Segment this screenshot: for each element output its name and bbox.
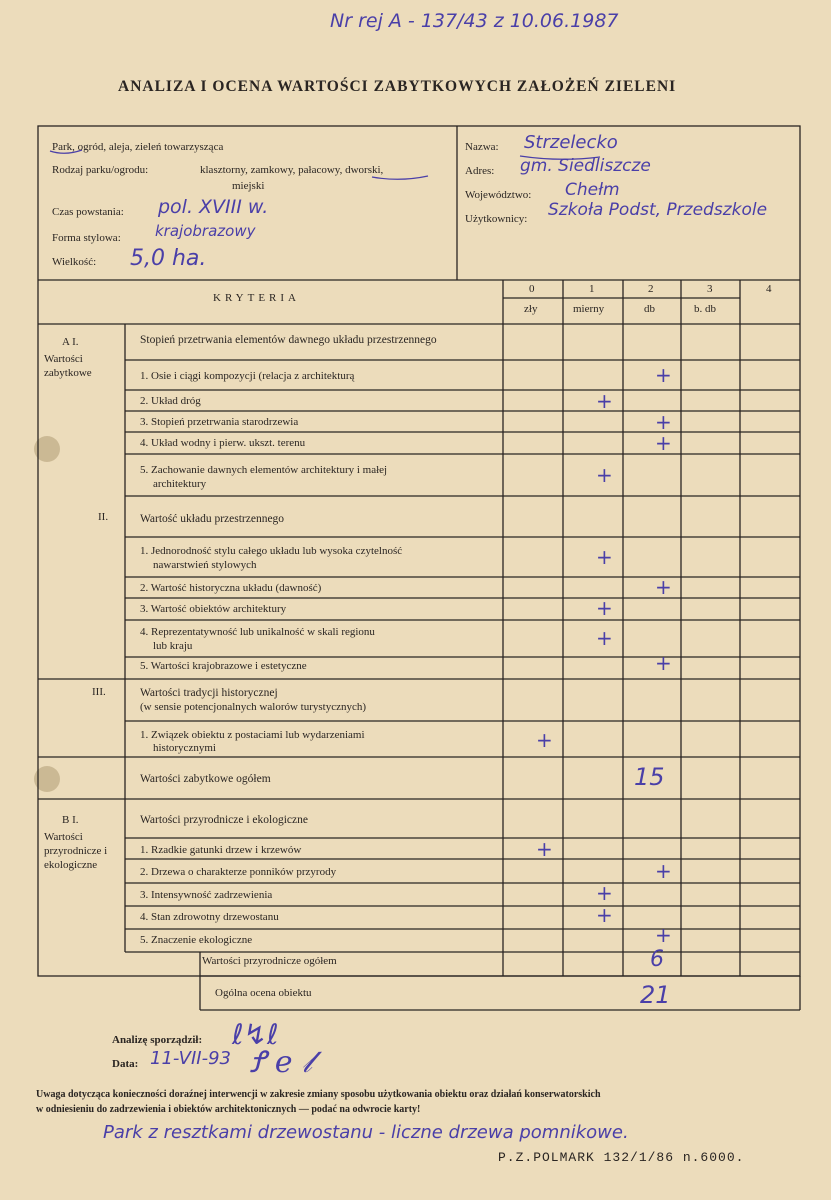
section-b-item-2: 2. Drzewa o charakterze ponników przyrody — [140, 866, 337, 878]
score-mark: + — [596, 626, 613, 650]
section-b-total-value: 6 — [650, 947, 664, 972]
overall-value: 21 — [640, 981, 671, 1009]
section-a-total-value: 15 — [634, 763, 665, 791]
time-value: pol. XVIII w. — [158, 196, 269, 218]
section-b-letter: B I. — [62, 814, 79, 826]
group2-item-4: 4. Reprezentatywność lub unikalność w skali regionu — [140, 626, 375, 638]
style-label: Forma stylowa: — [52, 232, 121, 244]
section-b-name: Wartości przyrodnicze i ekologiczne — [44, 831, 108, 871]
scale-word-1: mierny — [573, 303, 605, 315]
score-mark: + — [596, 596, 613, 620]
scale-word-2: db — [644, 303, 655, 315]
group2-item-5: 5. Wartości krajobrazowe i estetyczne — [140, 660, 307, 672]
section-b-total-label: Wartości przyrodnicze ogółem — [202, 955, 337, 967]
group2-item-2: 2. Wartość historyczna układu (dawność) — [140, 582, 322, 594]
group3-item-1b: historycznymi — [153, 742, 216, 754]
scale-word-0: zły — [524, 303, 538, 315]
date-value: 11-VII-93 — [150, 1048, 231, 1069]
score-mark: + — [655, 575, 672, 599]
registry-number: Nr rej A - 137/43 z 10.06.1987 — [330, 10, 619, 32]
note-2: w odniesieniu do zadrzewienia i obiektów architektonicznych — podać na odwrocie karty! — [36, 1104, 421, 1115]
score-mark: + — [655, 410, 672, 434]
score-mark: + — [536, 728, 553, 752]
group2-item-4b: lub kraju — [153, 640, 193, 652]
printer-code: P.Z.POLMARK 132/1/86 n.6000. — [498, 1150, 745, 1165]
signature-2: Ꝭ ℯ 𝓁 — [250, 1045, 312, 1080]
group1-item-5b: architektury — [153, 478, 207, 490]
signature: ℓ↯ℓ — [232, 1018, 279, 1051]
score-mark: + — [655, 651, 672, 675]
users-label: Użytkownicy: — [465, 213, 528, 225]
scale-number-1: 1 — [589, 283, 595, 295]
score-mark: + — [655, 859, 672, 883]
scale-number-4: 4 — [766, 283, 772, 295]
score-mark: + — [596, 881, 613, 905]
section-b-item-3: 3. Intensywność zadrzewienia — [140, 889, 273, 901]
voivodeship-value: Chełm — [565, 180, 620, 200]
group3-item-1: 1. Związek obiektu z postaciami lub wydarzeniami — [140, 729, 365, 741]
section-a-name: Wartości zabytkowe — [44, 353, 92, 379]
type-line: Park, ogród, aleja, zieleń towarzysząca — [52, 141, 224, 153]
group2-item-1b: nawarstwień stylowych — [153, 559, 257, 571]
group1-item-1: 1. Osie i ciągi kompozycji (relacja z architekturą — [140, 370, 355, 382]
group2-item-3: 3. Wartość obiektów architektury — [140, 603, 287, 615]
score-mark: + — [536, 837, 553, 861]
group3-title-2: (w sensie potencjonalnych walorów turystycznych) — [140, 701, 367, 713]
criteria-label: KRYTERIA — [213, 292, 300, 304]
section-b-item-5: 5. Znaczenie ekologiczne — [140, 934, 253, 946]
name-value: Strzelecko — [524, 132, 618, 153]
size-label: Wielkość: — [52, 256, 97, 268]
kind-options: klasztorny, zamkowy, pałacowy, dworski, — [200, 164, 384, 176]
voivodeship-label: Województwo: — [465, 189, 532, 201]
scale-number-2: 2 — [648, 283, 654, 295]
score-mark: + — [596, 903, 613, 927]
address-value: gm. Siedliszcze — [520, 156, 651, 176]
score-mark: + — [655, 363, 672, 387]
score-mark: + — [596, 463, 613, 487]
score-mark: + — [655, 923, 672, 947]
size-value: 5,0 ha. — [130, 246, 207, 271]
group2-item-1: 1. Jednorodność stylu całego układu lub wysoka czytelność — [140, 545, 403, 557]
note: Uwaga dotycząca konieczności doraźnej interwencji w zakresie zmiany sposobu użytkowania obiektu oraz działań konserwatorskich — [36, 1089, 601, 1100]
section-a-total-label: Wartości zabytkowe ogółem — [140, 773, 271, 785]
kind-label: Rodzaj parku/ogrodu: — [52, 164, 149, 176]
group3-title: Wartości tradycji historycznej — [140, 687, 278, 699]
time-label: Czas powstania: — [52, 206, 124, 218]
score-mark: + — [596, 545, 613, 569]
section-a-letter: A I. — [62, 336, 79, 348]
prepared-label: Analizę sporządził: — [112, 1034, 203, 1046]
group3-num: III. — [92, 686, 106, 698]
score-mark: + — [655, 431, 672, 455]
name-label: Nazwa: — [465, 141, 499, 153]
group1-item-3: 3. Stopień przetrwania starodrzewia — [140, 416, 299, 428]
group2-num: II. — [98, 511, 109, 523]
group1-item-2: 2. Układ dróg — [140, 395, 201, 407]
remark-handwritten: Park z resztkami drzewostanu - liczne drzewa pomnikowe. — [103, 1122, 629, 1143]
kind-options-2: miejski — [232, 180, 265, 192]
scale-number-0: 0 — [529, 283, 535, 295]
scale-number-3: 3 — [707, 283, 713, 295]
section-b-group-title: Wartości przyrodnicze i ekologiczne — [140, 814, 308, 826]
overall-label: Ogólna ocena obiektu — [215, 987, 312, 999]
section-b-item-4: 4. Stan zdrowotny drzewostanu — [140, 911, 279, 923]
section-b-item-1: 1. Rzadkie gatunki drzew i krzewów — [140, 844, 302, 856]
address-label: Adres: — [465, 165, 495, 177]
group1-item-4: 4. Układ wodny i pierw. ukszt. terenu — [140, 437, 306, 449]
scale-word-3: b. db — [694, 303, 716, 315]
group2-title: Wartość układu przestrzennego — [140, 513, 285, 525]
group1-item-5: 5. Zachowanie dawnych elementów architektury i małej — [140, 464, 388, 476]
style-value: krajobrazowy — [155, 222, 256, 240]
date-label: Data: — [112, 1058, 139, 1070]
score-mark: + — [596, 389, 613, 413]
users-value: Szkoła Podst, Przedszkole — [548, 200, 768, 220]
page-title: ANALIZA I OCENA WARTOŚCI ZABYTKOWYCH ZAŁOŻEŃ ZIELENI — [118, 78, 677, 95]
group1-title: Stopień przetrwania elementów dawnego układu przestrzennego — [140, 334, 437, 346]
